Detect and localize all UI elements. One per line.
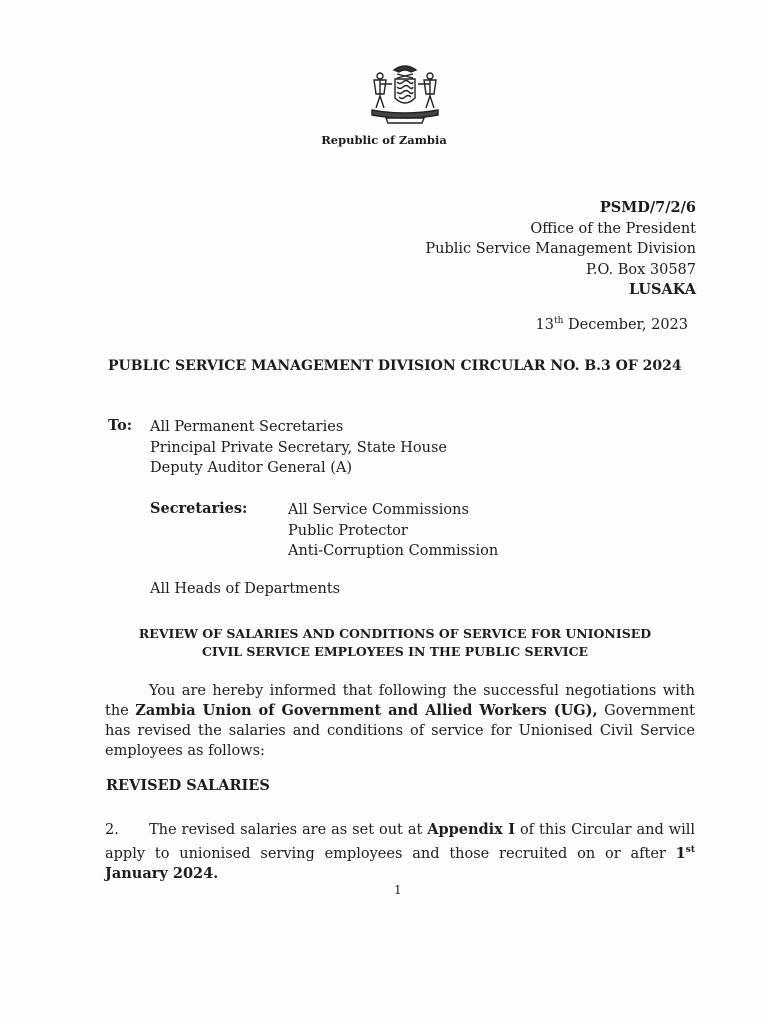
heads-of-departments: All Heads of Departments (150, 581, 341, 597)
recipient-item: Anti-Corruption Commission (288, 543, 499, 559)
recipient-item: Deputy Auditor General (A) (150, 460, 352, 476)
address-block (425, 198, 696, 301)
subject-line: CIVIL SERVICE EMPLOYEES IN THE PUBLIC SERVICE (201, 643, 589, 659)
recipient-item: All Service Commissions (288, 502, 469, 518)
paragraph-number: 2. (105, 822, 119, 838)
appendix-reference: Appendix I (427, 821, 515, 838)
date-suffix: th (553, 316, 564, 326)
section-heading: REVISED SALARIES (106, 777, 270, 794)
reference-number: PSMD/7/2/6 (599, 199, 696, 216)
date-day: 13 (535, 316, 554, 333)
recipient-item: All Permanent Secretaries (150, 419, 344, 435)
letter-date (536, 316, 688, 333)
secretaries-label: Secretaries: (150, 500, 248, 517)
paragraph-text: of this Circular and will apply to unionised serving employees and those recruited on or after (105, 822, 696, 862)
address-city: LUSAKA (628, 281, 696, 298)
effective-date-suffix: st (685, 845, 695, 855)
paragraph-two (105, 820, 695, 884)
date-rest: December, 2023 (563, 316, 688, 333)
coat-of-arms-emblem (364, 60, 446, 124)
paragraph-text: Government has revised the salaries and conditions of service for Unionised Civil Service employees as follows: (105, 703, 695, 759)
secretaries-recipients (288, 500, 498, 562)
recipient-item: Principal Private Secretary, State House (150, 439, 447, 456)
address-line-division: Public Service Management Division (425, 241, 696, 257)
to-recipients (150, 417, 447, 479)
paragraph-text: You are hereby informed that following the successful negotiations with the (105, 683, 695, 719)
effective-date-day: 1 (675, 844, 686, 862)
address-line-office: Office of the President (530, 220, 696, 237)
page-number: 1 (394, 883, 402, 897)
to-label: To: (108, 417, 133, 434)
subject-line: REVIEW OF SALARIES AND CONDITIONS OF SERVICE FOR UNIONISED (138, 626, 652, 641)
effective-date-rest: January 2024 (105, 864, 214, 882)
union-name: Zambia Union of Government and Allied Workers (UG), (135, 702, 598, 719)
recipient-item: Public Protector (288, 522, 408, 539)
address-line-pobox: P.O. Box 30587 (586, 261, 696, 278)
paragraph-text: The revised salaries are as set out at (149, 822, 428, 838)
sentence-end: . (213, 864, 219, 882)
paragraph-one (105, 681, 695, 761)
subject-heading (0, 625, 768, 660)
country-name: Republic of Zambia (321, 133, 447, 147)
circular-title: PUBLIC SERVICE MANAGEMENT DIVISION CIRCULAR NO. B.3 OF 2024 (108, 358, 682, 374)
